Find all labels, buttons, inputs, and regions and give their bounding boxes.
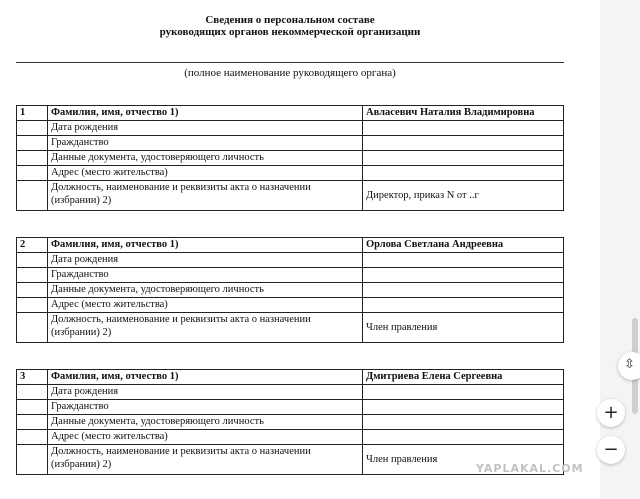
- document-title-line2: руководящих органов некоммерческой организации: [159, 26, 421, 38]
- row-label: Фамилия, имя, отчество 1): [48, 238, 363, 253]
- person-number: 1: [17, 106, 48, 121]
- row-value: [363, 385, 564, 400]
- table-row: [17, 298, 564, 313]
- row-value: Член правления: [363, 445, 564, 475]
- row-label: Фамилия, имя, отчество 1): [48, 370, 363, 385]
- table-row: [17, 181, 564, 211]
- table-row: [17, 106, 564, 121]
- row-label: Адрес (место жительства): [48, 166, 363, 181]
- table-row: [17, 151, 564, 166]
- row-label: Данные документа, удостоверяющего личность: [48, 283, 363, 298]
- table-row: [17, 166, 564, 181]
- row-label: Дата рождения: [48, 385, 363, 400]
- organ-name-line: [16, 62, 564, 63]
- row-label: Гражданство: [48, 400, 363, 415]
- row-label: Должность, наименование и реквизиты акта о назначении (избрании) 2): [48, 181, 363, 211]
- row-value: [363, 136, 564, 151]
- row-label: Адрес (место жительства): [48, 430, 363, 445]
- row-value: [363, 415, 564, 430]
- table-row: [17, 370, 564, 385]
- row-label: Должность, наименование и реквизиты акта о назначении (избрании) 2): [48, 445, 363, 475]
- table-row: [17, 121, 564, 136]
- row-value: Член правления: [363, 313, 564, 343]
- zoom-out-button[interactable]: −: [597, 436, 625, 464]
- row-value: [363, 253, 564, 268]
- table-row: [17, 313, 564, 343]
- row-value: Дмитриева Елена Сергеевна: [363, 370, 564, 385]
- row-label: Адрес (место жительства): [48, 298, 363, 313]
- row-label: Данные документа, удостоверяющего личность: [48, 415, 363, 430]
- table-row: [17, 238, 564, 253]
- row-value: [363, 151, 564, 166]
- document-subtitle: (полное наименование руководящего органа): [184, 67, 396, 79]
- row-value: [363, 400, 564, 415]
- row-label: Дата рождения: [48, 121, 363, 136]
- row-label: Гражданство: [48, 136, 363, 151]
- table-row: [17, 400, 564, 415]
- watermark: YAPLAKAL.COM: [476, 462, 584, 475]
- row-value: Директор, приказ N от ..г: [363, 181, 564, 211]
- row-value: Орлова Светлана Андреевна: [363, 238, 564, 253]
- document-title-line1: Сведения о персональном составе: [205, 14, 375, 26]
- fit-page-button[interactable]: [618, 352, 640, 380]
- row-label: Гражданство: [48, 268, 363, 283]
- person-number: 2: [17, 238, 48, 253]
- table-row: [17, 268, 564, 283]
- row-label: Должность, наименование и реквизиты акта о назначении (избрании) 2): [48, 313, 363, 343]
- row-value: [363, 283, 564, 298]
- row-value: [363, 166, 564, 181]
- arrow-icon: ⇳: [624, 357, 635, 372]
- row-value: Авласевич Наталия Владимировна: [363, 106, 564, 121]
- table-row: [17, 430, 564, 445]
- row-value: [363, 121, 564, 136]
- row-value: [363, 268, 564, 283]
- row-label: Дата рождения: [48, 253, 363, 268]
- table-row: [17, 136, 564, 151]
- row-value: [363, 430, 564, 445]
- person-table-1: [16, 105, 564, 211]
- zoom-in-button[interactable]: +: [597, 399, 625, 427]
- table-row: [17, 415, 564, 430]
- person-table-2: [16, 237, 564, 343]
- row-value: [363, 298, 564, 313]
- row-label: Данные документа, удостоверяющего личность: [48, 151, 363, 166]
- person-number: 3: [17, 370, 48, 385]
- table-row: [17, 283, 564, 298]
- person-table-3: [16, 369, 564, 475]
- table-row: [17, 385, 564, 400]
- row-label: Фамилия, имя, отчество 1): [48, 106, 363, 121]
- table-row: [17, 253, 564, 268]
